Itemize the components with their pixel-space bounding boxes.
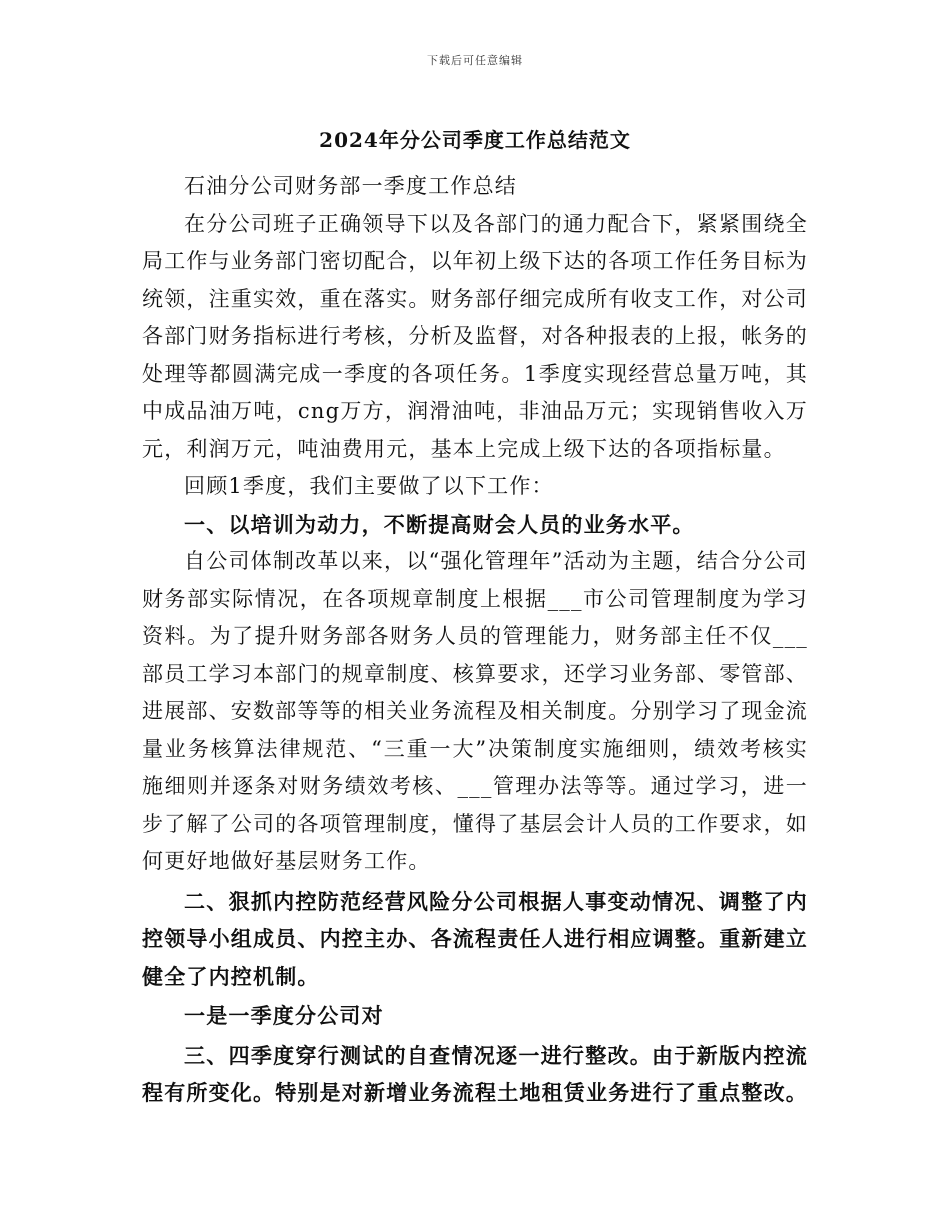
paragraph-intro: 在分公司班子正确领导下以及各部门的通力配合下，紧紧围绕全局工作与业务部门密切配合，以年初上级下达的各项工作任务目标为统领，注重实效，重在落实。财务部仔细完成所有收支工作，对公司各部门财务指标进行考核，分析及监督，对各种报表的上报，帐务的处理等都圆满完成一季度的各项任务。1季度实现经营总量万吨，其中成品油万吨，cng万方，润滑油吨，非油品万元；实现销售收入万元，利润万元，吨油费用元，基本上完成上级下达的各项指标量。 [142,211,808,461]
section-heading-internal-control: 二、狠抓内控防范经营风险分公司根据人事变动情况、调整了内控领导小组成员、内控主办、各流程责任人进行相应调整。重新建立健全了内控机制。 [142,888,808,989]
section-heading-training: 一、以培训为动力，不断提高财会人员的业务水平。 [184,511,695,537]
document-title: 2024年分公司季度工作总结范文 [319,128,631,152]
paragraph-first-item: 一是一季度分公司对 [184,1003,384,1028]
paragraph-review: 回顾1季度，我们主要做了以下工作： [184,474,554,498]
paragraph-training: 自公司体制改革以来，以“强化管理年”活动为主题，结合分公司财务部实际情况，在各项规章制度上根据___市公司管理制度为学习资料。为了提升财务部各财务人员的管理能力，财务部主任不仅___部员工学习本部门的规章制度、核算要求，还学习业务部、零管部、进展部、安数部等等的相关业务流程及相关制度。分别学习了现金流量业务核算法律规范、“三重一大”决策制度实施细则，绩效考核实施细则并逐条对财务绩效考核、___管理办法等等。通过学习，进一步了解了公司的各项管理制度，懂得了基层会计人员的工作要求，如何更好地做好基层财务工作。 [142,549,808,873]
header-note: 下载后可任意编辑 [427,54,523,67]
paragraph-subtitle: 石油分公司财务部一季度工作总结 [184,174,517,198]
section-heading-rectification: 三、四季度穿行测试的自查情况逐一进行整改。由于新版内控流程有所变化。特别是对新增业务流程土地租赁业务进行了重点整改。 [142,1042,808,1105]
document-body [142,168,808,1112]
